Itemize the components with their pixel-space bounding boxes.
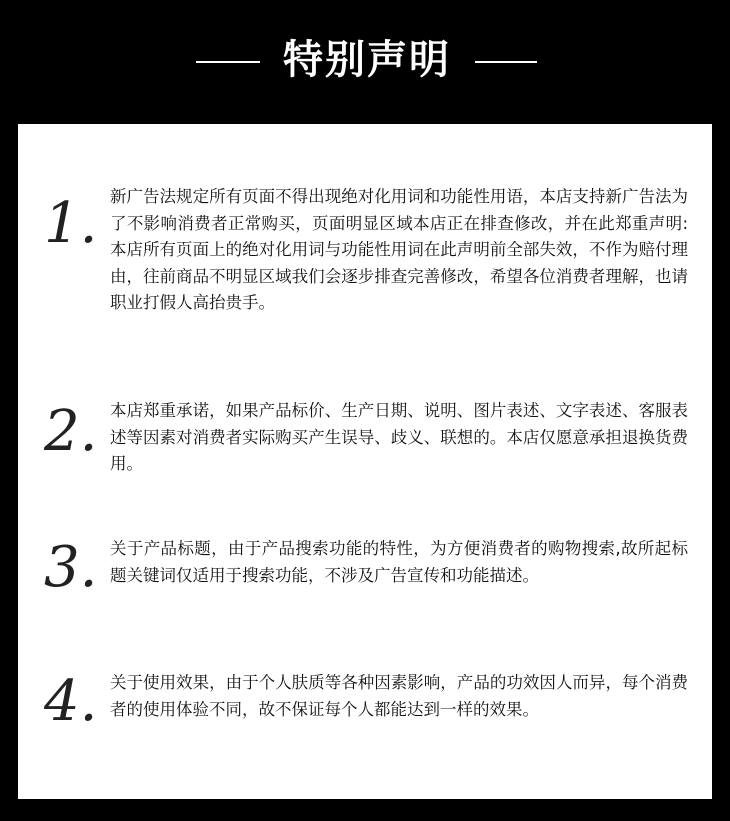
- item-text: 本店郑重承诺，如果产品标价、生产日期、说明、图片表述、文字表述、客服表述等因素对消费者实际购买产生误导、歧义、联想的。本店仅愿意承担退换货费用。: [110, 401, 688, 473]
- item-number: 2.: [44, 399, 98, 464]
- item-text: 关于使用效果，由于个人肤质等各种因素影响，产品的功效因人而异，每个消费者的使用体验不同，故不保证每个人都能达到一样的效果。: [110, 673, 688, 719]
- item-number: 3.: [44, 535, 98, 600]
- header-left-rule: [196, 61, 260, 63]
- page-title: 特别声明: [283, 37, 451, 83]
- statement-panel: [18, 124, 712, 799]
- item-text: 新广告法规定所有页面不得出现绝对化用词和功能性用语，本店支持新广告法为了不影响消费者正常购买，页面明显区域本店正在排查修改，并在此郑重声明:本店所有页面上的绝对化用词与功能性用词在此声明前全部失效，不作为赔付理由，往前商品不明显区域我们会逐步排查完善修改，希望各位消费者理解，也请职业打假人高抬贵手。: [110, 187, 688, 312]
- item-number: 1.: [44, 191, 98, 256]
- item-number: 4.: [44, 669, 98, 734]
- header-right-rule: [475, 61, 537, 63]
- item-text: 关于产品标题，由于产品搜索功能的特性，为方便消费者的购物搜索,故所起标题关键词仅适用于搜索功能，不涉及广告宣传和功能描述。: [110, 539, 688, 585]
- header: [0, 0, 730, 124]
